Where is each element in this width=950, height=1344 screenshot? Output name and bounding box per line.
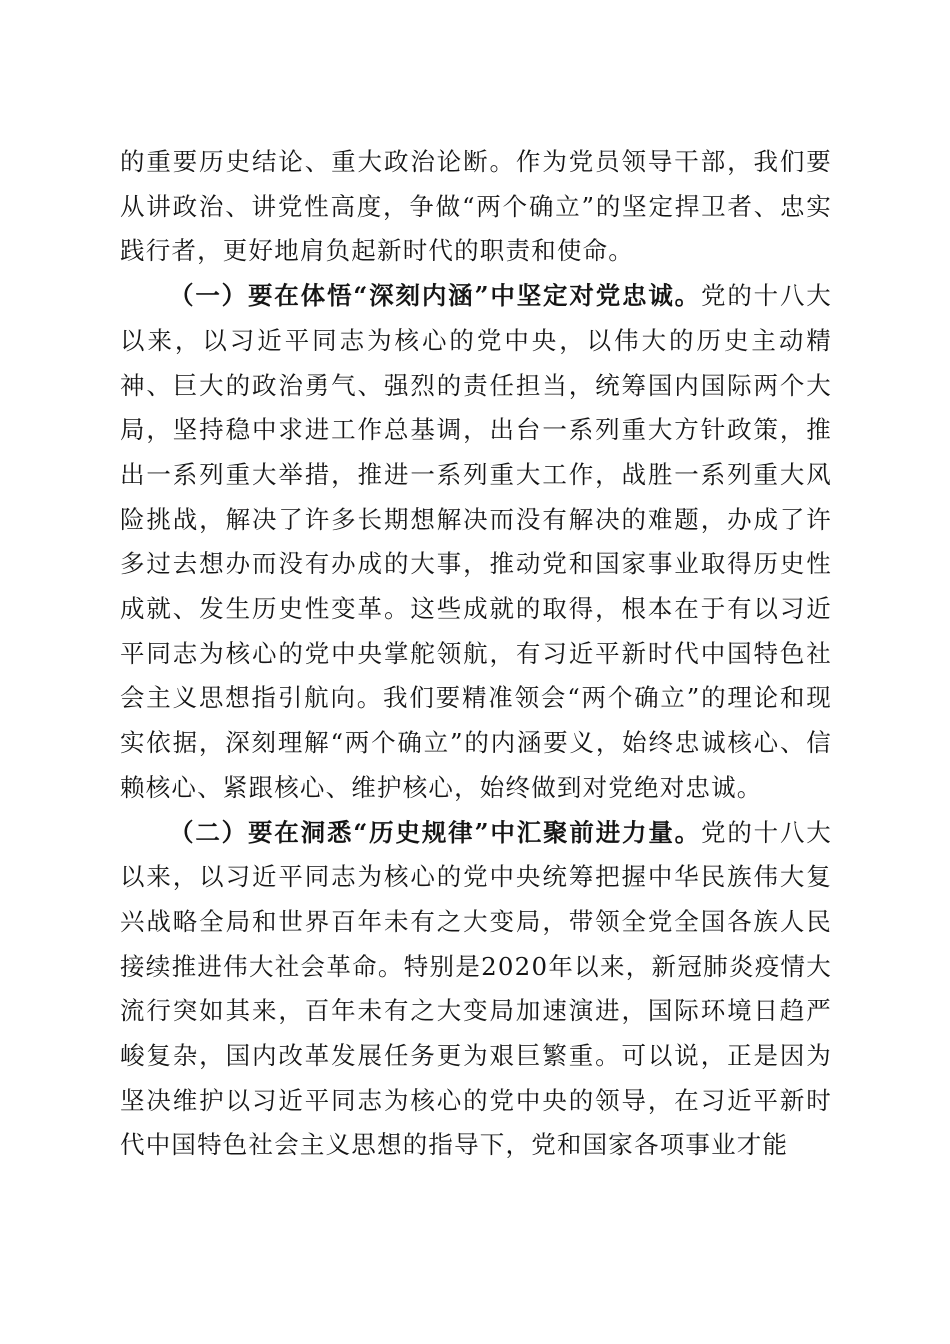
body-text (120, 140, 832, 1168)
paragraph-text: 党的十八大以来，以习近平同志为核心的党中央，以伟大的历史主动精神、巨大的政治勇气、强烈的责任担当，统筹国内国际两个大局，坚持稳中求进工作总基调，出台一系列重大方针政策，推出一系列重大举措，推进一系列重大工作，战胜一系列重大风险挑战，解决了许多长期想解决而没有解决的难题，办成了许多过去想办而没有办成的大事，推动党和国家事业取得历史性成就、发生历史性变革。这些成就的取得，根本在于有以习近平同志为核心的党中央掌舵领航，有习近平新时代中国特色社会主义思想指引航向。我们要精准领会“两个确立”的理论和现实依据，深刻理解“两个确立”的内涵要义，始终忠诚核心、信赖核心、紧跟核心、维护核心，始终做到对党绝对忠诚。 (120, 281, 832, 802)
paragraph-text: 党的十八大以来，以习近平同志为核心的党中央统筹把握中华民族伟大复兴战略全局和世界百年未有之大变局，带领全党全国各族人民接续推进伟大社会革命。特别是2020年以来，新冠肺炎疫情大流行突如其来，百年未有之大变局加速演进，国际环境日趋严峻复杂，国内改革发展任务更为艰巨繁重。可以说，正是因为坚决维护以习近平同志为核心的党中央的领导，在习近平新时代中国特色社会主义思想的指导下，党和国家各项事业才能 (120, 817, 832, 1160)
paragraph-section-two (120, 811, 832, 1169)
paragraph-section-one (120, 274, 832, 810)
section-heading-two: （二）要在洞悉“历史规律”中汇聚前进力量。 (169, 817, 701, 847)
paragraph-continuation (120, 140, 832, 274)
paragraph-text: 的重要历史结论、重大政治论断。作为党员领导干部，我们要从讲政治、讲党性高度，争做“两个确立”的坚定捍卫者、忠实践行者，更好地肩负起新时代的职责和使命。 (120, 147, 832, 266)
section-heading-one: （一）要在体悟“深刻内涵”中坚定对党忠诚。 (169, 281, 701, 311)
